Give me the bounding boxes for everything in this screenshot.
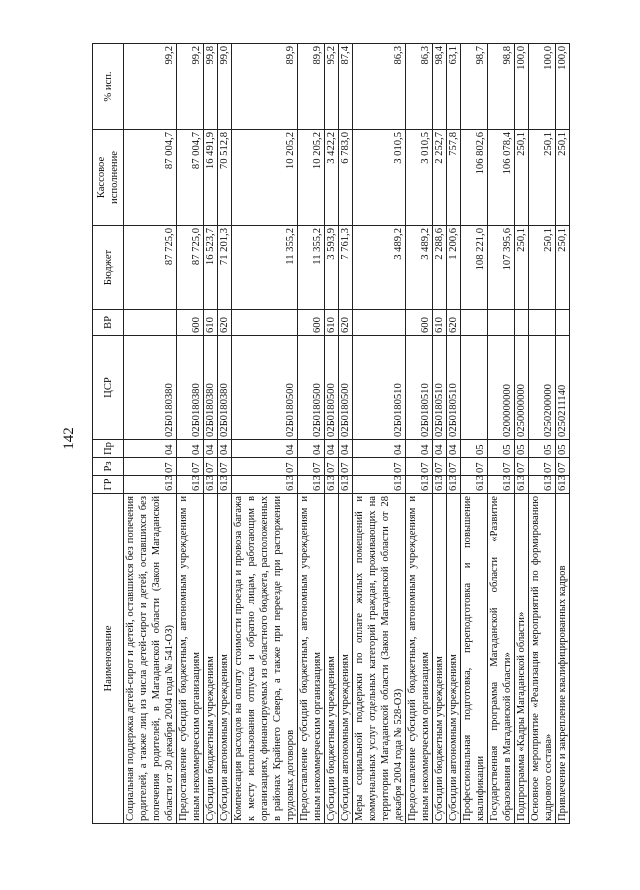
- cell-gr: 613: [325, 476, 339, 494]
- cell-pr: 05: [529, 440, 556, 458]
- cell-vr: 620: [218, 310, 232, 336]
- cell-name: Предоставление субсидий бюджетным, автономным учреждениям и иным некоммерческим организациям: [177, 494, 204, 824]
- cell-csr: 02Б0180510: [353, 336, 406, 440]
- cell-csr: 02Б0180510: [433, 336, 447, 440]
- cell-rz: 07: [406, 458, 433, 476]
- cell-pr: 04: [339, 440, 353, 458]
- cell-cash-execution: 3 010,5: [406, 130, 433, 226]
- header-budget: Бюджет: [93, 226, 124, 310]
- cell-cash-execution: 250,1: [529, 130, 556, 226]
- header-gr: ГР: [93, 476, 124, 494]
- cell-percent: 98,4: [433, 44, 447, 130]
- cell-percent: 100,0: [515, 44, 529, 130]
- cell-percent: 89,9: [232, 44, 298, 130]
- cell-budget: 1 200,6: [447, 226, 461, 310]
- cell-csr: 0200000000: [488, 336, 515, 440]
- table-row: [177, 44, 204, 824]
- cell-csr: 0250200000: [529, 336, 556, 440]
- cell-gr: 613: [339, 476, 353, 494]
- table-row: [325, 44, 339, 824]
- cell-gr: 613: [515, 476, 529, 494]
- cell-pr: 05: [515, 440, 529, 458]
- cell-vr: 600: [298, 310, 325, 336]
- cell-budget: 3 489,2: [406, 226, 433, 310]
- cell-gr: 613: [124, 476, 177, 494]
- cell-vr: [529, 310, 556, 336]
- cell-pr: 04: [218, 440, 232, 458]
- cell-csr: [461, 336, 488, 440]
- cell-budget: 107 395,6: [488, 226, 515, 310]
- cell-vr: 600: [177, 310, 204, 336]
- header-cash-execution: Кассовое исполнение: [93, 130, 124, 226]
- cell-budget: 250,1: [515, 226, 529, 310]
- cell-pr: 04: [325, 440, 339, 458]
- cell-gr: 613: [177, 476, 204, 494]
- cell-rz: 07: [488, 458, 515, 476]
- cell-gr: 613: [447, 476, 461, 494]
- cell-pr: 04: [177, 440, 204, 458]
- cell-pr: 04: [353, 440, 406, 458]
- cell-name: Субсидии автономным учреждениям: [339, 494, 353, 824]
- cell-percent: 99,2: [124, 44, 177, 130]
- cell-name: Предоставление субсидий бюджетным, автономным учреждениям и иным некоммерческим организациям: [298, 494, 325, 824]
- cell-csr: 02Б0180380: [218, 336, 232, 440]
- cell-rz: 07: [124, 458, 177, 476]
- cell-csr: 02Б0180500: [232, 336, 298, 440]
- cell-rz: 07: [204, 458, 218, 476]
- table-row: [204, 44, 218, 824]
- cell-cash-execution: 6 783,0: [339, 130, 353, 226]
- cell-cash-execution: 757,8: [447, 130, 461, 226]
- cell-csr: 02Б0180380: [177, 336, 204, 440]
- cell-vr: 600: [406, 310, 433, 336]
- cell-name: Компенсация расходов на оплату стоимости проезда и провоза багажа к месту использования отпуска и обратно лицам, работающим в организациях, финансируемых из областного бюджета, расположенных в районах Крайнего Севера, а также при переезде при расторжении трудовых договоров: [232, 494, 298, 824]
- cell-budget: 16 523,7: [204, 226, 218, 310]
- cell-gr: 613: [353, 476, 406, 494]
- table-row: [461, 44, 488, 824]
- table-row: [339, 44, 353, 824]
- table-row: [556, 44, 570, 824]
- cell-cash-execution: 10 205,2: [298, 130, 325, 226]
- cell-pr: 04: [204, 440, 218, 458]
- cell-csr: 02Б0180380: [124, 336, 177, 440]
- cell-vr: [232, 310, 298, 336]
- cell-rz: 07: [515, 458, 529, 476]
- cell-percent: 99,2: [177, 44, 204, 130]
- table-row: [529, 44, 556, 824]
- cell-pr: 04: [232, 440, 298, 458]
- cell-pr: 04: [433, 440, 447, 458]
- cell-vr: [461, 310, 488, 336]
- cell-gr: 613: [461, 476, 488, 494]
- cell-budget: 250,1: [556, 226, 570, 310]
- cell-name: Предоставление субсидий бюджетным, автономным учреждениям и иным некоммерческим организациям: [406, 494, 433, 824]
- cell-vr: [353, 310, 406, 336]
- cell-pr: 05: [556, 440, 570, 458]
- cell-budget: 11 355,2: [298, 226, 325, 310]
- cell-percent: 63,1: [447, 44, 461, 130]
- cell-vr: [515, 310, 529, 336]
- cell-cash-execution: 16 491,9: [204, 130, 218, 226]
- cell-cash-execution: 87 004,7: [124, 130, 177, 226]
- rotated-page-content: [92, 44, 588, 824]
- header-pr: Пр: [93, 440, 124, 458]
- cell-csr: 02Б0180500: [298, 336, 325, 440]
- cell-name: Меры социальной поддержки по оплате жилых помещений и коммунальных услуг отдельных категорий граждан, проживающих на территории Магаданской области (Закон Магаданской области от 28 декабря 2004 года № 528-ОЗ): [353, 494, 406, 824]
- cell-gr: 613: [204, 476, 218, 494]
- cell-pr: 04: [124, 440, 177, 458]
- budget-table: [92, 43, 570, 824]
- cell-name: Профессиональная подготовка, переподготовка и повышение квалификации: [461, 494, 488, 824]
- cell-gr: 613: [556, 476, 570, 494]
- cell-name: Субсидии бюджетным учреждениям: [433, 494, 447, 824]
- cell-rz: 07: [353, 458, 406, 476]
- cell-budget: 2 288,6: [433, 226, 447, 310]
- page-number: 142: [60, 427, 77, 450]
- cell-budget: 250,1: [529, 226, 556, 310]
- cell-rz: 07: [433, 458, 447, 476]
- cell-budget: 3 593,9: [325, 226, 339, 310]
- cell-cash-execution: 87 004,7: [177, 130, 204, 226]
- cell-name: Основное мероприятие «Реализация мероприятий по формированию кадрового состава»: [529, 494, 556, 824]
- cell-gr: 613: [488, 476, 515, 494]
- cell-budget: 11 355,2: [232, 226, 298, 310]
- cell-percent: 86,3: [406, 44, 433, 130]
- table-row: [218, 44, 232, 824]
- cell-cash-execution: 3 422,2: [325, 130, 339, 226]
- cell-percent: 87,4: [339, 44, 353, 130]
- cell-name: Привлечение и закрепление квалифицированных кадров: [556, 494, 570, 824]
- cell-vr: [124, 310, 177, 336]
- cell-gr: 613: [298, 476, 325, 494]
- cell-percent: 98,8: [488, 44, 515, 130]
- cell-pr: 04: [298, 440, 325, 458]
- cell-percent: 99,0: [218, 44, 232, 130]
- table-row: [124, 44, 177, 824]
- cell-rz: 07: [529, 458, 556, 476]
- cell-name: Субсидии автономным учреждениям: [218, 494, 232, 824]
- cell-rz: 07: [339, 458, 353, 476]
- cell-name: Подпрограмма «Кадры Магаданской области»: [515, 494, 529, 824]
- header-percent: % исп.: [93, 44, 124, 130]
- cell-percent: 100,0: [529, 44, 556, 130]
- cell-rz: 07: [325, 458, 339, 476]
- table-row: [488, 44, 515, 824]
- cell-cash-execution: 250,1: [556, 130, 570, 226]
- cell-percent: 99,8: [204, 44, 218, 130]
- cell-gr: 613: [232, 476, 298, 494]
- cell-vr: 610: [433, 310, 447, 336]
- cell-gr: 613: [406, 476, 433, 494]
- cell-vr: 620: [339, 310, 353, 336]
- cell-cash-execution: 3 010,5: [353, 130, 406, 226]
- cell-budget: 87 725,0: [177, 226, 204, 310]
- cell-name: Субсидии бюджетным учреждениям: [325, 494, 339, 824]
- cell-name: Субсидии бюджетным учреждениям: [204, 494, 218, 824]
- cell-vr: 610: [204, 310, 218, 336]
- cell-percent: 86,3: [353, 44, 406, 130]
- cell-rz: 07: [461, 458, 488, 476]
- cell-cash-execution: 2 252,7: [433, 130, 447, 226]
- table-row: [232, 44, 298, 824]
- cell-vr: [556, 310, 570, 336]
- cell-rz: 07: [232, 458, 298, 476]
- cell-csr: 0250000000: [515, 336, 529, 440]
- cell-rz: 07: [298, 458, 325, 476]
- cell-budget: 3 489,2: [353, 226, 406, 310]
- cell-percent: 89,9: [298, 44, 325, 130]
- cell-csr: 0250211140: [556, 336, 570, 440]
- cell-pr: 05: [461, 440, 488, 458]
- table-row: [515, 44, 529, 824]
- cell-budget: 7 761,3: [339, 226, 353, 310]
- cell-percent: 98,7: [461, 44, 488, 130]
- cell-pr: 05: [488, 440, 515, 458]
- header-vr: ВР: [93, 310, 124, 336]
- table-row: [298, 44, 325, 824]
- cell-rz: 07: [177, 458, 204, 476]
- cell-cash-execution: 10 205,2: [232, 130, 298, 226]
- cell-cash-execution: 106 078,4: [488, 130, 515, 226]
- header-name: Наименование: [93, 494, 124, 824]
- table-row: [406, 44, 433, 824]
- cell-name: Социальная поддержка детей-сирот и детей, оставшихся без попечения родителей, а также лиц из числа детей-сирот и детей, оставшихся без попечения родителей, в Магаданской области (Закон Магаданской области от 30 декабря 2004 года № 541-ОЗ): [124, 494, 177, 824]
- table-row: [433, 44, 447, 824]
- cell-csr: 02Б0180380: [204, 336, 218, 440]
- cell-vr: 610: [325, 310, 339, 336]
- header-csr: ЦСР: [93, 336, 124, 440]
- cell-csr: 02Б0180500: [325, 336, 339, 440]
- cell-rz: 07: [447, 458, 461, 476]
- table-row: [447, 44, 461, 824]
- cell-vr: [488, 310, 515, 336]
- cell-cash-execution: 106 802,6: [461, 130, 488, 226]
- cell-name: Государственная программа Магаданской области «Развитие образования в Магаданской области»: [488, 494, 515, 824]
- cell-csr: 02Б0180510: [447, 336, 461, 440]
- cell-csr: 02Б0180500: [339, 336, 353, 440]
- cell-percent: 100,0: [556, 44, 570, 130]
- cell-budget: 108 221,0: [461, 226, 488, 310]
- cell-pr: 04: [447, 440, 461, 458]
- cell-budget: 71 201,3: [218, 226, 232, 310]
- cell-rz: 07: [218, 458, 232, 476]
- cell-cash-execution: 250,1: [515, 130, 529, 226]
- cell-csr: 02Б0180510: [406, 336, 433, 440]
- cell-cash-execution: 70 512,8: [218, 130, 232, 226]
- cell-vr: 620: [447, 310, 461, 336]
- table-header-row: [93, 44, 124, 824]
- cell-gr: 613: [218, 476, 232, 494]
- header-rz: Рз: [93, 458, 124, 476]
- cell-gr: 613: [529, 476, 556, 494]
- cell-budget: 87 725,0: [124, 226, 177, 310]
- table-row: [353, 44, 406, 824]
- cell-pr: 04: [406, 440, 433, 458]
- cell-gr: 613: [433, 476, 447, 494]
- cell-name: Субсидии автономным учреждениям: [447, 494, 461, 824]
- cell-percent: 95,2: [325, 44, 339, 130]
- cell-rz: 07: [556, 458, 570, 476]
